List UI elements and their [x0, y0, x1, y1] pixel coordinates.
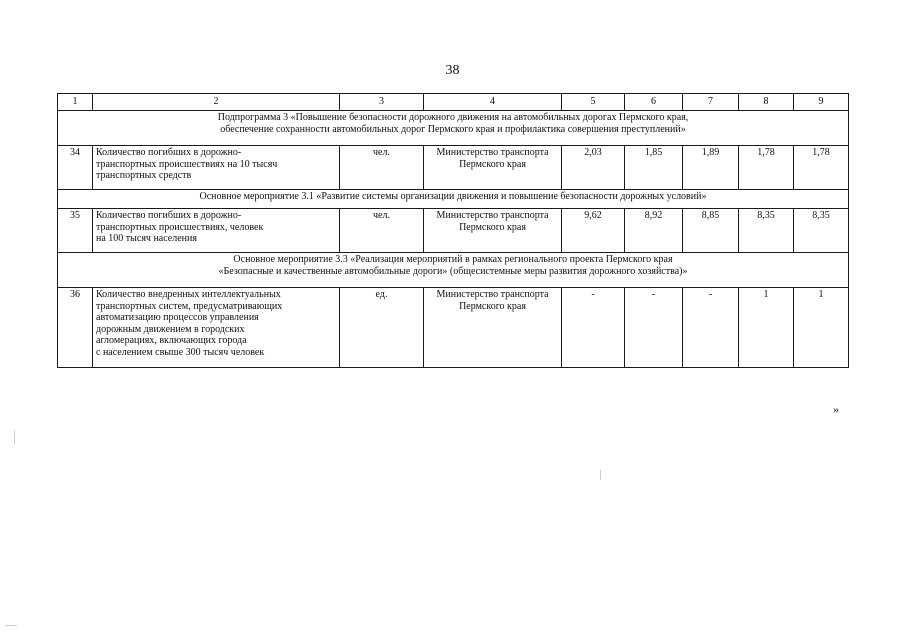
indicator-name-line: автоматизацию процессов управления: [96, 312, 259, 323]
page-number: 38: [445, 63, 460, 78]
org-line: Пермского края: [459, 221, 526, 233]
header-cell: 7: [683, 94, 739, 111]
unit: чел.: [340, 209, 424, 253]
section-title: [58, 253, 849, 288]
value-cell: 2,03: [562, 146, 625, 190]
indicator-name-line: Количество погибших в дорожно-: [96, 210, 242, 221]
indicator-name-line: с населением свыше 300 тысяч человек: [96, 346, 265, 358]
unit: ед.: [340, 288, 424, 368]
value-cell: 1: [739, 288, 794, 368]
value-cell: 8,35: [794, 209, 849, 253]
unit: чел.: [340, 146, 424, 190]
row-number: 34: [58, 146, 93, 190]
indicator-name-line: агломерациях, включающих города: [96, 335, 247, 346]
indicator-name-line: дорожным движением в городских: [96, 323, 245, 335]
responsible-org: [424, 146, 562, 190]
org-line: Пермского края: [459, 300, 526, 312]
indicator-name-line: транспортных систем, предусматривающих: [96, 300, 283, 312]
indicator-name-line: Количество внедренных интеллектуальных: [96, 289, 281, 300]
responsible-org: [424, 288, 562, 368]
section-row-activity-3-1: [58, 190, 849, 209]
header-cell: 3: [340, 94, 424, 111]
section-title: [58, 190, 849, 209]
value-cell: 1,78: [739, 146, 794, 190]
responsible-org: [424, 209, 562, 253]
value-cell: 8,35: [739, 209, 794, 253]
section-title-line: Подпрограмма 3 «Повышение безопасности дорожного движения на автомобильных дорогах Пермского края,: [217, 112, 689, 123]
value-cell: 1: [794, 288, 849, 368]
scan-speck: [600, 470, 601, 480]
scan-speck: [14, 430, 15, 444]
indicator-name: [93, 146, 340, 190]
header-cell: 5: [562, 94, 625, 111]
value-cell: 1,85: [625, 146, 683, 190]
table-row: [58, 209, 849, 253]
value-cell: 1,89: [683, 146, 739, 190]
org-line: Пермского края: [459, 158, 526, 170]
value-cell: 8,85: [683, 209, 739, 253]
indicators-table: [57, 93, 849, 368]
header-cell: 6: [625, 94, 683, 111]
indicator-name-line: транспортных происшествиях на 10 тысяч: [96, 158, 278, 170]
value-cell: -: [625, 288, 683, 368]
value-cell: 9,62: [562, 209, 625, 253]
header-cell: 9: [794, 94, 849, 111]
org-line: Министерство транспорта: [436, 147, 549, 158]
value-cell: -: [683, 288, 739, 368]
indicator-name-line: транспортных происшествиях, человек: [96, 221, 264, 233]
section-title-line: «Безопасные и качественные автомобильные дороги» (общесистемные меры развития дорожного хозяйства)»: [218, 265, 688, 277]
header-cell: 2: [93, 94, 340, 111]
row-number: 35: [58, 209, 93, 253]
continuation-mark: »: [833, 402, 839, 416]
section-title: [58, 111, 849, 146]
table-row: [58, 146, 849, 190]
row-number: 36: [58, 288, 93, 368]
value-cell: -: [562, 288, 625, 368]
section-title-line: Основное мероприятие 3.1 «Развитие системы организации движения и повышение безопасности дорожных условий»: [199, 191, 707, 202]
indicator-name: [93, 288, 340, 368]
indicator-name-line: транспортных средств: [96, 170, 192, 181]
value-cell: 1,78: [794, 146, 849, 190]
indicator-name: [93, 209, 340, 253]
section-title-line: обеспечение сохранности автомобильных дорог Пермского края и профилактика совершения преступлений»: [220, 123, 686, 135]
header-cell: 8: [739, 94, 794, 111]
header-cell: 1: [58, 94, 93, 111]
indicator-name-line: Количество погибших в дорожно-: [96, 147, 242, 158]
table-row: [58, 288, 849, 368]
section-row-activity-3-3: [58, 253, 849, 288]
header-cell: 4: [424, 94, 562, 111]
value-cell: 8,92: [625, 209, 683, 253]
section-row-subprogram-3: [58, 111, 849, 146]
scan-speck: [5, 625, 17, 626]
header-row: [58, 94, 849, 111]
org-line: Министерство транспорта: [436, 210, 549, 221]
org-line: Министерство транспорта: [436, 289, 549, 300]
section-title-line: Основное мероприятие 3.3 «Реализация мероприятий в рамках регионального проекта Пермского края: [233, 254, 673, 265]
indicator-name-line: на 100 тысяч населения: [96, 233, 197, 244]
